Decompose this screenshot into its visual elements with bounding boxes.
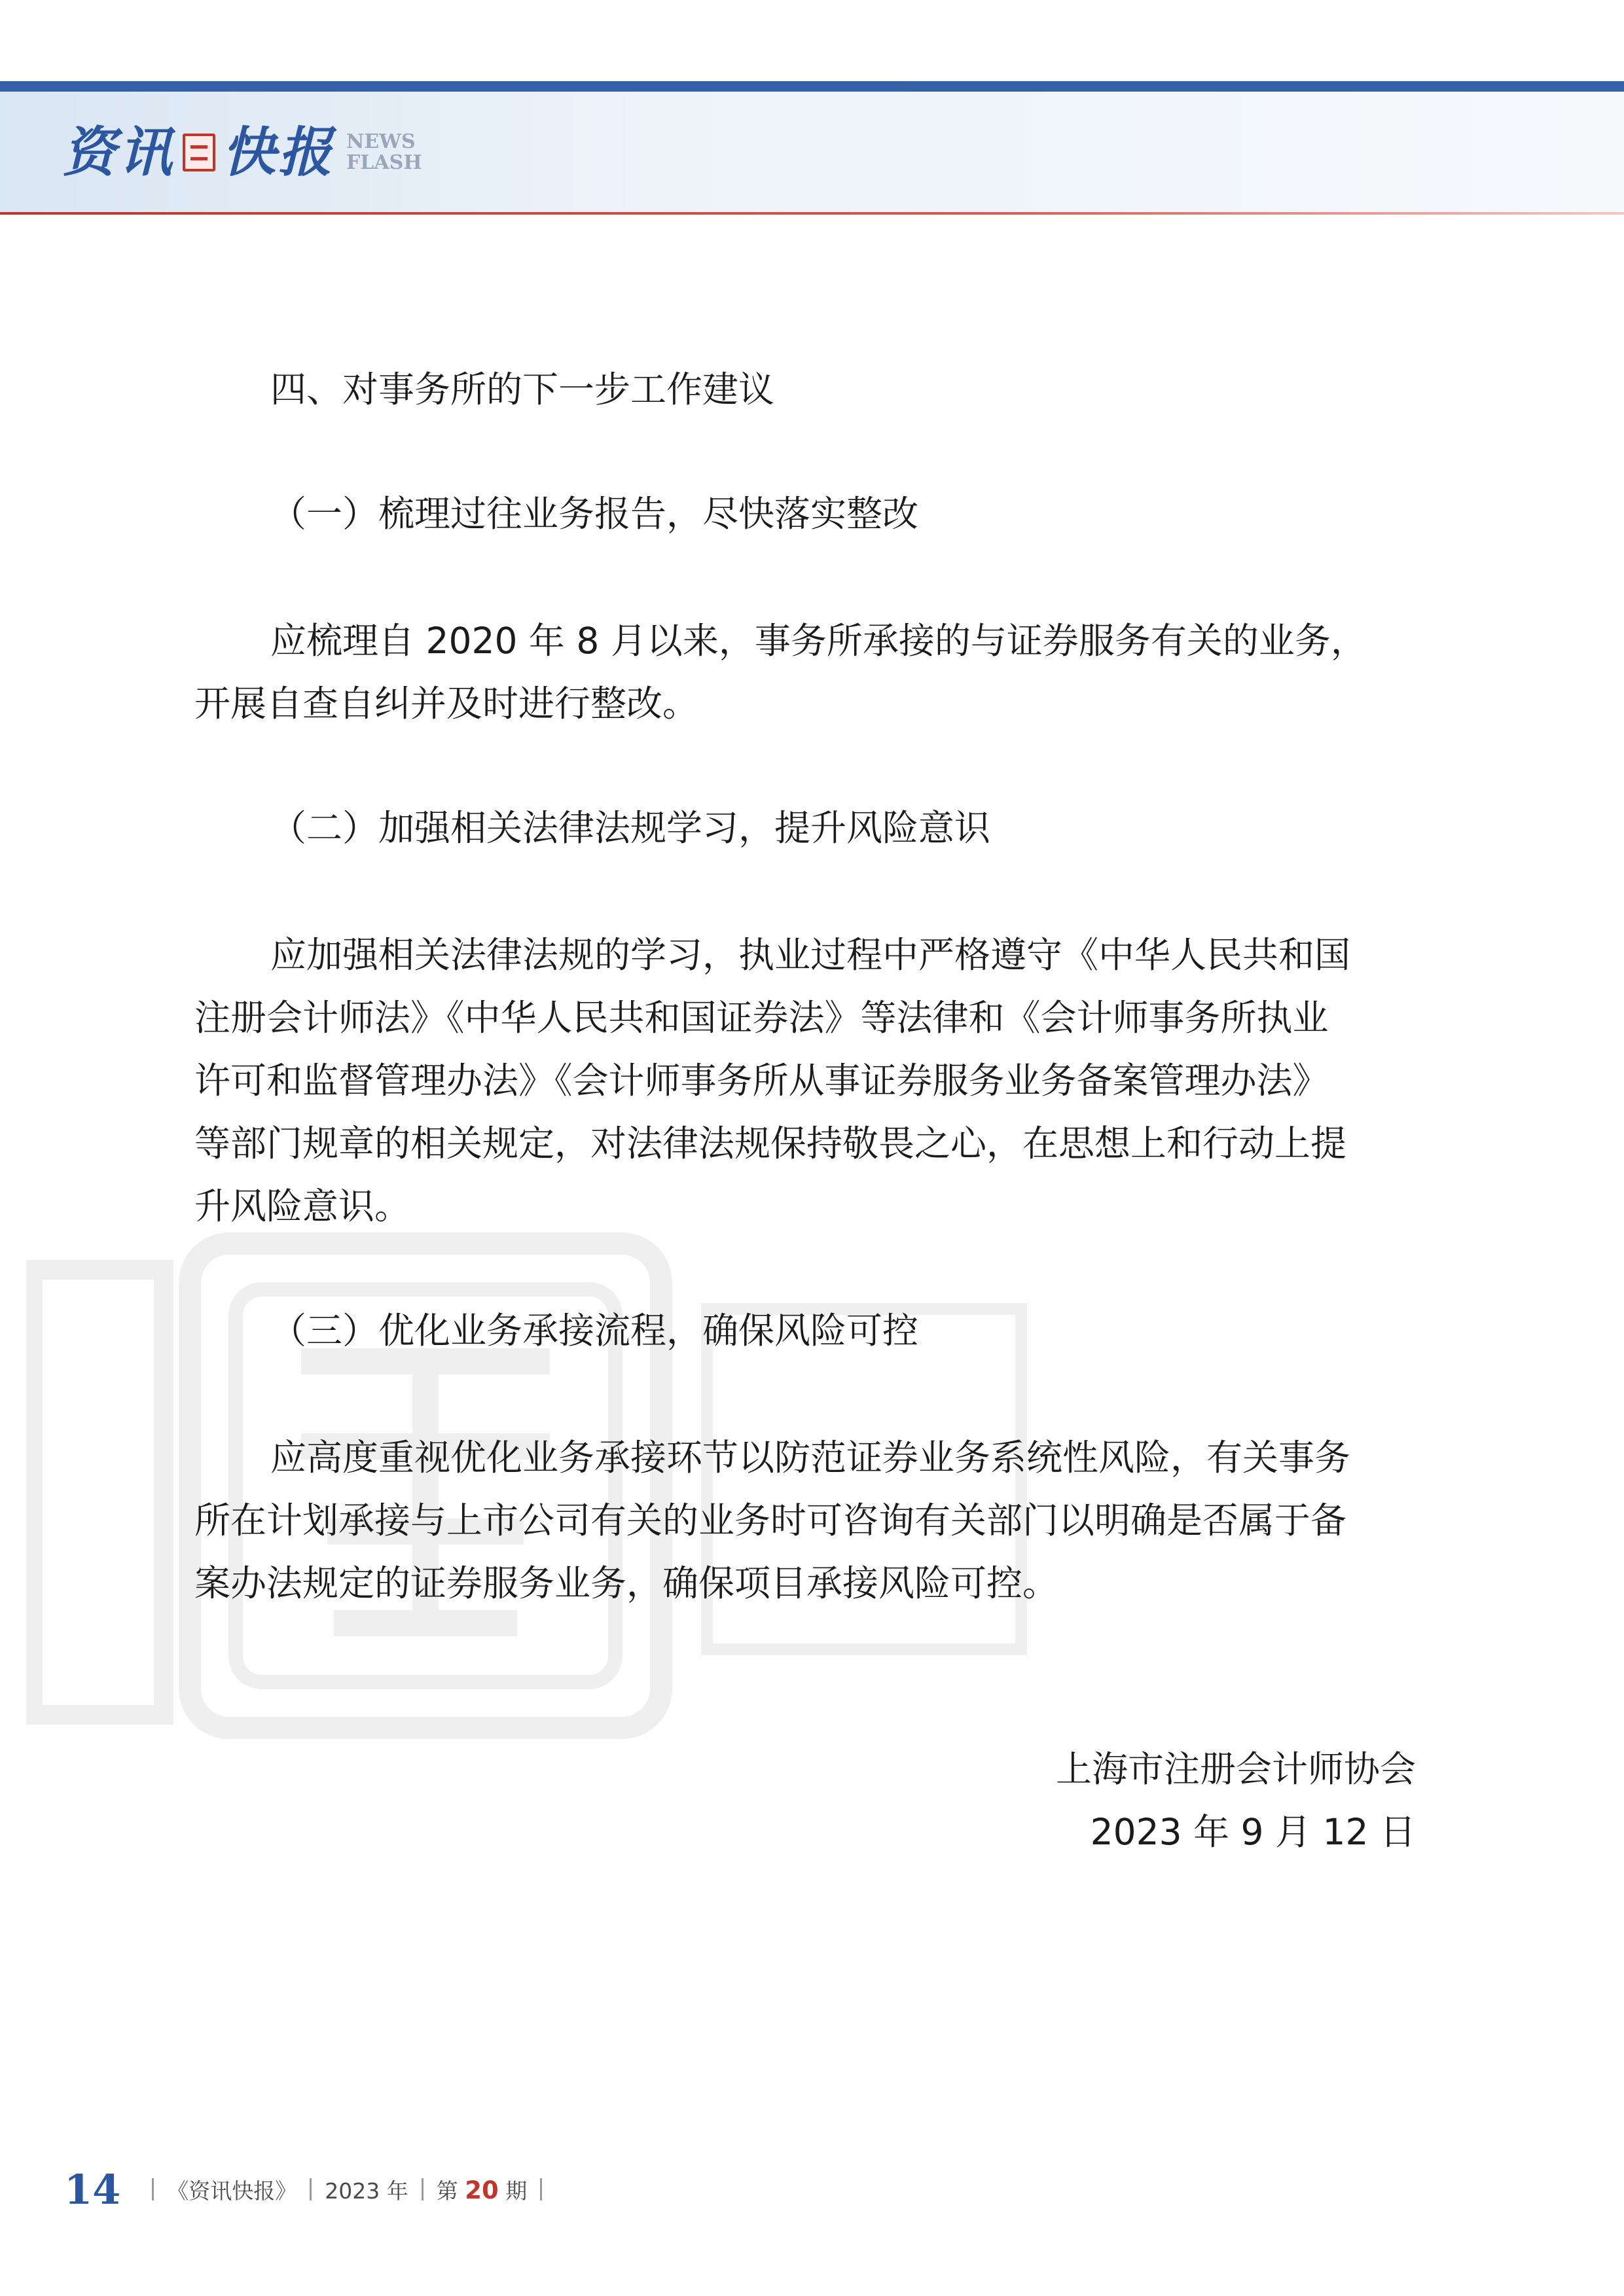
paragraph-2-line: 应加强相关法律法规的学习，执业过程中严格遵守《中华人民共和国 xyxy=(270,934,1351,976)
masthead-logo xyxy=(62,117,422,188)
section-heading: 四、对事务所的下一步工作建议 xyxy=(270,368,775,410)
footer-separator xyxy=(310,2178,312,2200)
page-number: 14 xyxy=(64,2165,121,2214)
paragraph-2-line: 注册会计师法》《中华人民共和国证券法》等法律和《会计师事务所执业 xyxy=(194,997,1329,1039)
paragraph-3-line: 案办法规定的证券服务业务，确保项目承接风险可控。 xyxy=(194,1562,1059,1604)
footer-separator xyxy=(152,2178,154,2200)
paragraph-2-line: 等部门规章的相关规定，对法律法规保持敬畏之心，在思想上和行动上提 xyxy=(194,1122,1347,1164)
logo-title-part1: 资讯 xyxy=(62,121,175,184)
signature-date: 2023 年 9 月 12 日 xyxy=(1090,1811,1416,1853)
issue-prefix: 第 xyxy=(436,2178,458,2204)
paragraph-3-line: 所在计划承接与上市公司有关的业务时可咨询有关部门以明确是否属于备 xyxy=(194,1499,1347,1541)
subsection-3-title: （三）优化业务承接流程，确保风险可控 xyxy=(270,1310,919,1352)
signature-organization: 上海市注册会计师协会 xyxy=(1055,1748,1416,1790)
issue-suffix: 期 xyxy=(505,2178,528,2204)
footer-separator xyxy=(422,2178,424,2200)
logo-title-part2: 快报 xyxy=(222,121,334,184)
footer-publication: 《资讯快报》 xyxy=(167,2178,297,2204)
footer-year: 2023 年 xyxy=(325,2178,408,2204)
logo-english xyxy=(346,132,422,173)
page-footer xyxy=(64,2163,555,2215)
paragraph-3-line: 应高度重视优化业务承接环节以防范证券业务系统性风险，有关事务 xyxy=(270,1437,1351,1479)
logo-english-line2: FLASH xyxy=(346,151,422,174)
header-divider xyxy=(0,212,1624,215)
logo-english-line1: NEWS xyxy=(346,130,416,153)
issue-number: 20 xyxy=(465,2176,499,2204)
paragraph-1-line: 应梳理自 2020 年 8 月以来，事务所承接的与证券服务有关的业务， xyxy=(270,620,1367,662)
decorative-seal-watermark xyxy=(26,1230,1074,1741)
seal-icon xyxy=(183,134,215,171)
paragraph-1-line: 开展自查自纠并及时进行整改。 xyxy=(194,683,699,725)
subsection-1-title: （一）梳理过往业务报告，尽快落实整改 xyxy=(270,493,919,535)
paragraph-2-line: 升风险意识。 xyxy=(194,1185,411,1227)
footer-issue xyxy=(437,2174,528,2205)
subsection-2-title: （二）加强相关法律法规学习，提升风险意识 xyxy=(270,807,991,849)
header-top-bar xyxy=(0,81,1624,92)
footer-separator xyxy=(540,2178,542,2200)
paragraph-2-line: 许可和监督管理办法》《会计师事务所从事证券服务业务备案管理办法》 xyxy=(194,1060,1329,1102)
